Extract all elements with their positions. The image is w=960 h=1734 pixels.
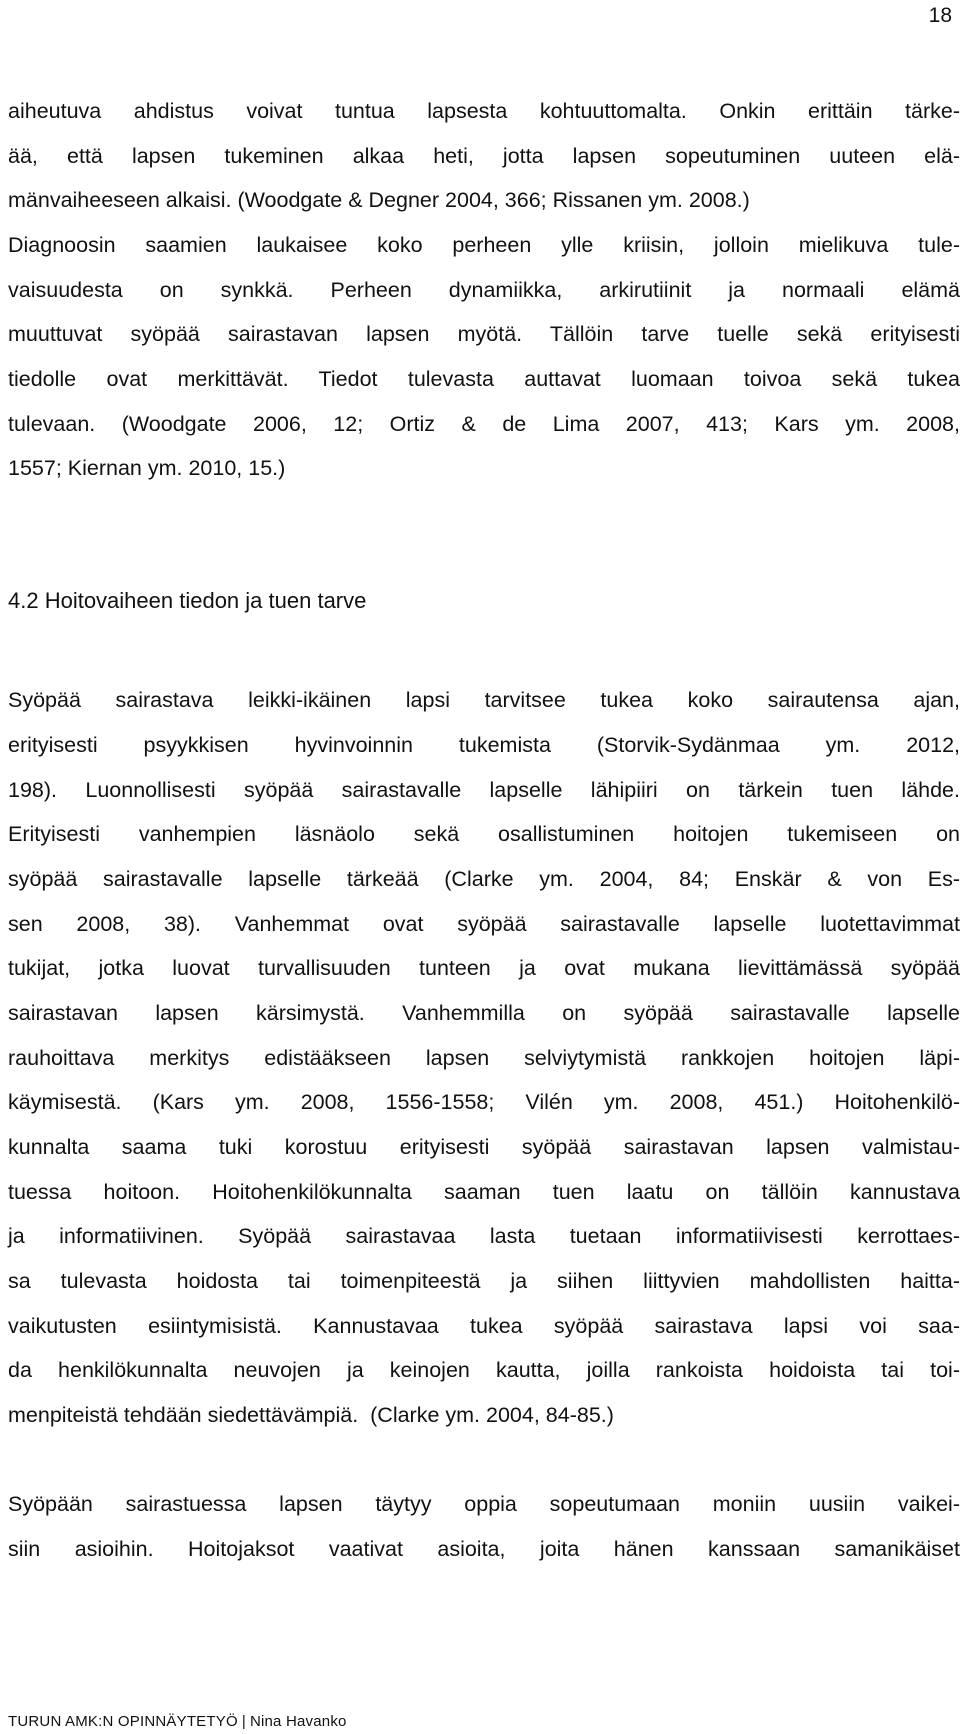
footer-separator: | — [241, 1713, 246, 1730]
text-line: muuttuvat syöpää sairastavan lapsen myötä. Tällöin tarve tuelle sekä erityisesti — [8, 322, 960, 346]
text-line: käymisestä. (Kars ym. 2008, 1556-1558; Vilén ym. 2008, 451.) Hoitohenkilö- — [8, 1090, 960, 1114]
text-line: rauhoittava merkitys edistääkseen lapsen selviytymistä rankkojen hoitojen läpi- — [8, 1046, 960, 1070]
text-line: ja informatiivinen. Syöpää sairastavaa lasta tuetaan informatiivisesti kerrottaes- — [8, 1224, 960, 1248]
text-line: aiheutuva ahdistus voivat tuntua lapsesta kohtuuttomalta. Onkin erittäin tärke- — [8, 99, 960, 123]
text-line: Syöpää sairastava leikki-ikäinen lapsi tarvitsee tukea koko sairautensa ajan, — [8, 688, 960, 712]
text-line: syöpää sairastavalle lapselle tärkeää (Clarke ym. 2004, 84; Enskär & von Es- — [8, 867, 960, 891]
text-line: tulevaan. (Woodgate 2006, 12; Ortiz & de Lima 2007, 413; Kars ym. 2008, — [8, 412, 960, 436]
text-line: mänvaiheeseen alkaisi. (Woodgate & Degner 2004, 366; Rissanen ym. 2008.) — [8, 188, 750, 212]
text-line: erityisesti psyykkisen hyvinvoinnin tukemista (Storvik-Sydänmaa ym. 2012, — [8, 733, 960, 757]
footer-author: Nina Havanko — [249, 1713, 347, 1730]
text-line: sen 2008, 38). Vanhemmat ovat syöpää sairastavalle lapselle luotettavimmat — [8, 912, 960, 936]
text-line: tuessa hoitoon. Hoitohenkilökunnalta saaman tuen laatu on tällöin kannustava — [8, 1180, 960, 1204]
text-line: Erityisesti vanhempien läsnäolo sekä osallistuminen hoitojen tukemiseen on — [8, 822, 960, 846]
text-line: Syöpään sairastuessa lapsen täytyy oppia sopeutumaan moniin uusiin vaikei- — [8, 1492, 960, 1516]
text-line: ää, että lapsen tukeminen alkaa heti, jotta lapsen sopeutuminen uuteen elä- — [8, 144, 960, 168]
text-line: vaisuudesta on synkkä. Perheen dynamiikka, arkirutiinit ja normaali elämä — [8, 278, 960, 302]
text-line: kunnalta saama tuki korostuu erityisesti syöpää sairastavan lapsen valmistau- — [8, 1135, 960, 1159]
text-line: sairastavan lapsen kärsimystä. Vanhemmilla on syöpää sairastavalle lapselle — [8, 1001, 960, 1025]
text-line: Diagnoosin saamien laukaisee koko perheen ylle kriisin, jolloin mielikuva tule- — [8, 233, 960, 257]
text-line: siin asioihin. Hoitojaksot vaativat asioita, joita hänen kanssaan samanikäiset — [8, 1537, 960, 1561]
text-line: sa tulevasta hoidosta tai toimenpiteestä ja siihen liittyvien mahdollisten haitta- — [8, 1269, 960, 1293]
text-line: tukijat, jotka luovat turvallisuuden tunteen ja ovat mukana lievittämässä syöpää — [8, 956, 960, 980]
section-heading: 4.2 Hoitovaiheen tiedon ja tuen tarve — [8, 588, 367, 613]
text-line: 1557; Kiernan ym. 2010, 15.) — [8, 456, 286, 480]
footer-institution: TURUN AMK:N OPINNÄYTETYÖ — [8, 1713, 238, 1730]
text-line: menpiteistä tehdään siedettävämpiä. (Clarke ym. 2004, 84-85.) — [8, 1403, 614, 1427]
text-line: 198). Luonnollisesti syöpää sairastavalle lapselle lähipiiri on tärkein tuen lähde. — [8, 778, 960, 802]
text-line: vaikutusten esiintymisistä. Kannustavaa tukea syöpää sairastava lapsi voi saa- — [8, 1314, 960, 1338]
page-footer — [8, 1713, 347, 1730]
text-line: tiedolle ovat merkittävät. Tiedot tulevasta auttavat luomaan toivoa sekä tukea — [8, 367, 960, 391]
text-line: da henkilökunnalta neuvojen ja keinojen kautta, joilla rankoista hoidoista tai toi- — [8, 1358, 960, 1382]
page-number: 18 — [928, 4, 952, 27]
